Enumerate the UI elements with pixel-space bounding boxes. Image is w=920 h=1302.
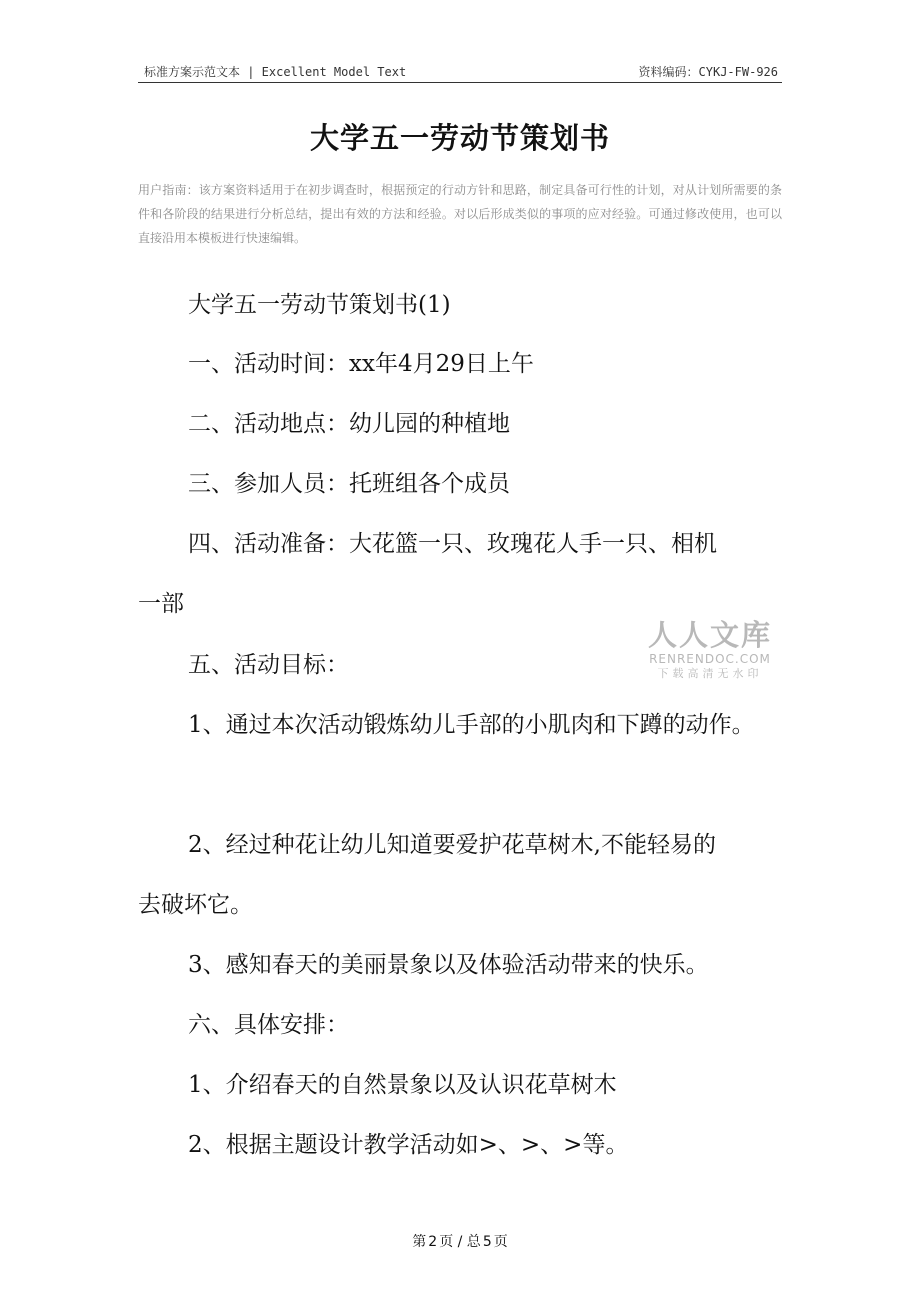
paragraph-schedule-2: 2、根据主题设计教学活动如>、>、>等。 [188, 1132, 629, 1158]
paragraph-activity-time: 一、活动时间：xx年4月29日上午 [188, 351, 534, 377]
watermark-url: RENRENDOC.COM [649, 652, 771, 666]
paragraph-activity-location: 二、活动地点：幼儿园的种植地 [188, 411, 510, 437]
section-heading: 大学五一劳动节策划书(1) [188, 292, 451, 318]
paragraph-schedule-1: 1、介绍春天的自然景象以及认识花草树木 [188, 1072, 617, 1098]
paragraph-participants: 三、参加人员：托班组各个成员 [188, 471, 510, 497]
page-footer [0, 1231, 920, 1251]
watermark-sub: 下载高清无水印 [657, 667, 763, 680]
paragraph-goals-heading: 五、活动目标： [188, 652, 349, 678]
paragraph-preparation-cont: 一部 [138, 591, 184, 617]
page-header [138, 60, 782, 83]
document-title: 大学五一劳动节策划书 [309, 121, 610, 155]
paragraph-goal-2: 2、经过种花让幼儿知道要爱护花草树木,不能轻易的 [188, 832, 716, 858]
paragraph-schedule-heading: 六、具体安排： [188, 1012, 349, 1038]
footer-current-page: 2 [428, 1234, 438, 1250]
document-code: 资料编码：CYKJ-FW-926 [638, 65, 778, 79]
watermark-main: 人人文库 [647, 618, 772, 652]
paragraph-goal-1: 1、通过本次活动锻炼幼儿手部的小肌肉和下蹲的动作。 [188, 712, 755, 738]
user-guide-text: 用户指南：该方案资料适用于在初步调查时，根据预定的行动方针和思路，制定具备可行性的计划，对从计划所需要的条件和各阶段的结果进行分析总结，提出有效的方法和经验。对以后形成类似的事项的应对经验。可通过修改使用，也可以直接沿用本模板进行快速编辑。 [138, 183, 782, 245]
watermark-logo [646, 618, 774, 682]
footer-mid: 页 / 总 [439, 1234, 481, 1250]
footer-suffix: 页 [493, 1234, 508, 1250]
footer-prefix: 第 [412, 1234, 427, 1250]
paragraph-goal-2-cont: 去破坏它。 [138, 892, 253, 918]
footer-total-pages: 5 [482, 1234, 492, 1250]
header-left-text: 标准方案示范文本 | Excellent Model Text [144, 65, 407, 79]
paragraph-goal-3: 3、感知春天的美丽景象以及体验活动带来的快乐。 [188, 952, 709, 978]
paragraph-preparation: 四、活动准备：大花篮一只、玫瑰花人手一只、相机 [188, 531, 717, 557]
